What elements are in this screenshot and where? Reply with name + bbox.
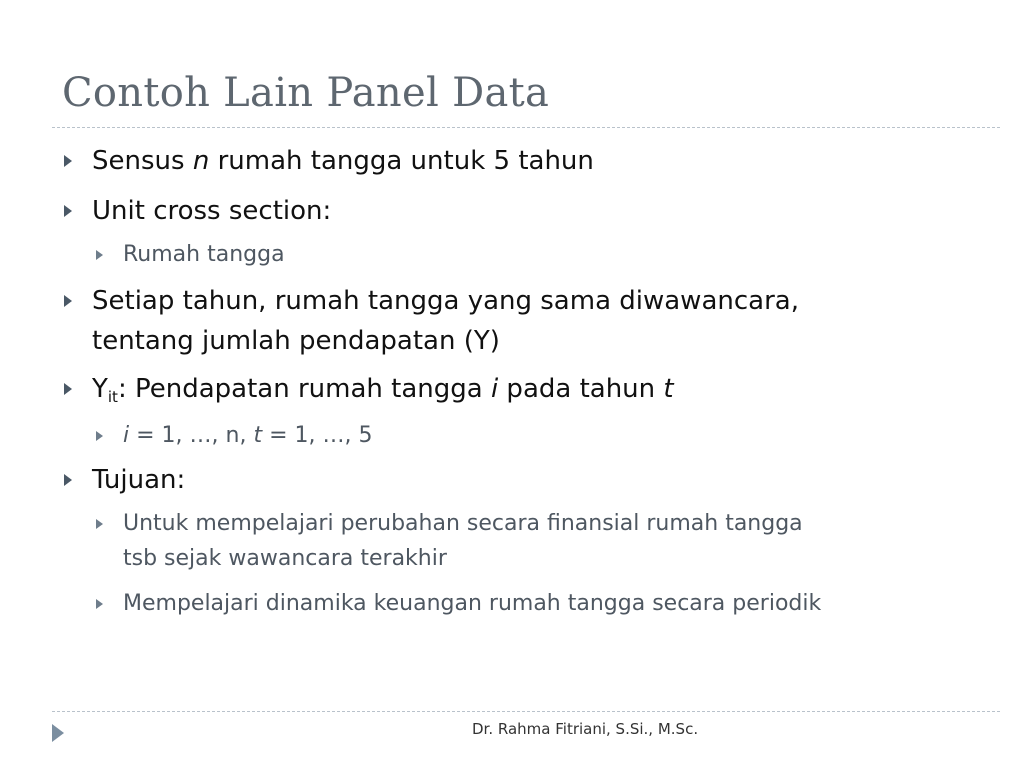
subscript-it: it xyxy=(107,388,118,406)
bullet-2: Unit cross section: xyxy=(92,196,332,226)
sub-bullet-arrow-icon xyxy=(96,250,103,260)
bullet-5: Tujuan: xyxy=(92,465,186,495)
bullet-3-line-2: tentang jumlah pendapatan (Y) xyxy=(92,326,500,356)
bullet-arrow-icon xyxy=(64,155,72,167)
bullet-1: Sensus n rumah tangga untuk 5 tahun xyxy=(92,146,594,176)
bullet-5-sub-1-line-1: Untuk mempelajari perubahan secara finansial rumah tangga xyxy=(123,511,803,536)
footer-divider xyxy=(52,711,1000,712)
bullet-4-sub-1: i = 1, …, n, t = 1, …, 5 xyxy=(123,423,373,448)
variable-n: n xyxy=(192,146,210,176)
bullet-arrow-icon xyxy=(64,474,72,486)
bullet-2-sub-1: Rumah tangga xyxy=(123,242,285,267)
slide-title: Contoh Lain Panel Data xyxy=(62,70,550,116)
sub-bullet-arrow-icon xyxy=(96,519,103,529)
sub-bullet-arrow-icon xyxy=(96,431,103,441)
footer-triangle-icon xyxy=(52,724,64,742)
bullet-arrow-icon xyxy=(64,205,72,217)
bullet-4: $Y_{it}$: Pendapatan rumah tangga i pada tahun t xyxy=(92,374,674,406)
bullet-arrow-icon xyxy=(64,295,72,307)
bullet-3-line-1: Setiap tahun, rumah tangga yang sama diwawancara, xyxy=(92,286,799,316)
bullet-5-sub-1-line-2: tsb sejak wawancara terakhir xyxy=(123,546,447,571)
footer-author: Dr. Rahma Fitriani, S.Si., M.Sc. xyxy=(472,720,699,738)
bullet-arrow-icon xyxy=(64,383,72,395)
bullet-5-sub-2: Mempelajari dinamika keuangan rumah tangga secara periodik xyxy=(123,591,822,616)
title-divider xyxy=(52,127,1000,128)
sub-bullet-arrow-icon xyxy=(96,599,103,609)
